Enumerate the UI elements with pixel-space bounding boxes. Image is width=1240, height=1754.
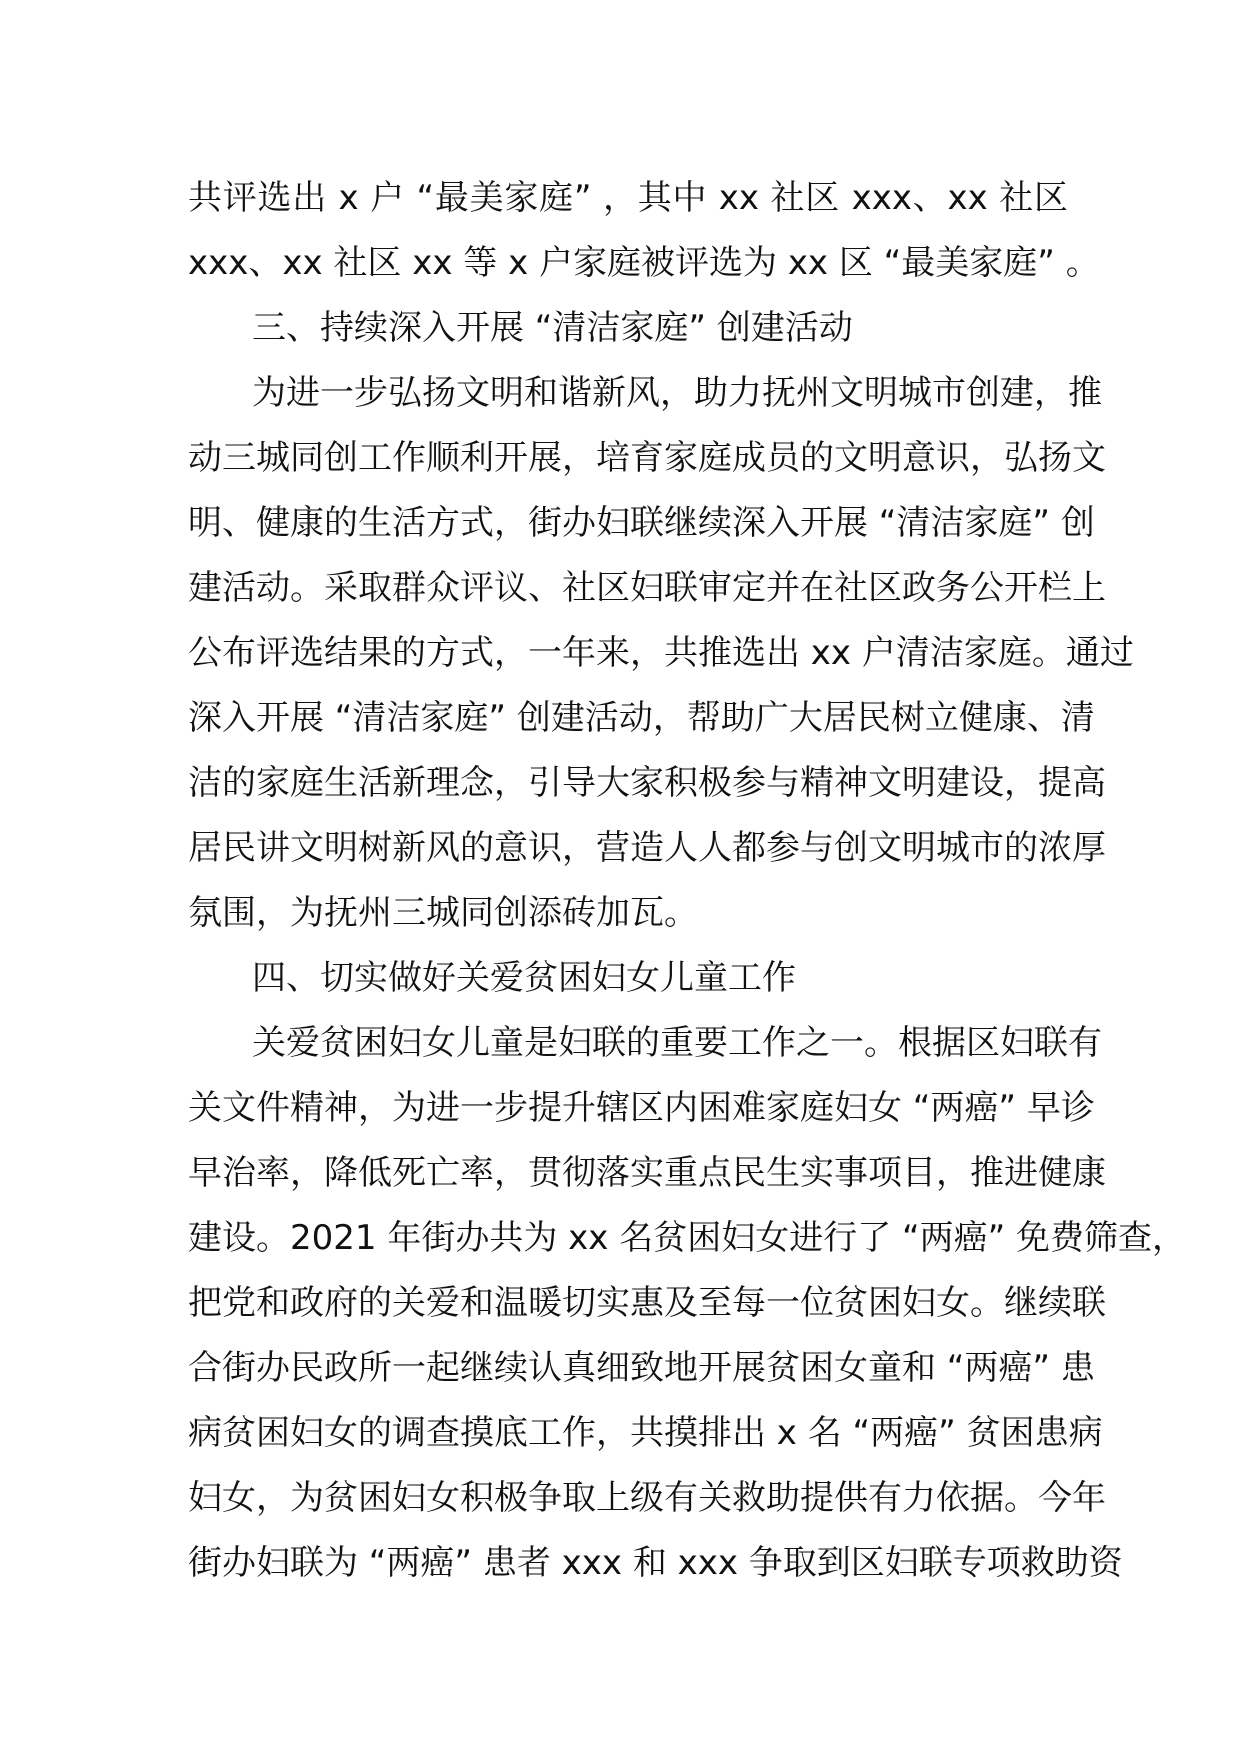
text-line: 氛围，为抚州三城同创添砖加瓦。 [188,893,698,933]
text-line: 动三城同创工作顺利开展，培育家庭成员的文明意识，弘扬文 [188,438,1106,478]
text-line: 为进一步弘扬文明和谐新风，助力抚州文明城市创建，推 [252,373,1102,413]
text-line: 关爱贫困妇女儿童是妇联的重要工作之一。根据区妇联有 [252,1023,1102,1063]
text-line: 把党和政府的关爱和温暖切实惠及至每一位贫困妇女。继续联 [188,1283,1106,1323]
text-line: 街办妇联为 “两癌” 患者 xxx 和 xxx 争取到区妇联专项救助资 [188,1543,1123,1583]
section-heading: 四、切实做好关爱贫困妇女儿童工作 [252,958,796,998]
text-line: 病贫困妇女的调查摸底工作，共摸排出 x 名 “两癌” 贫困患病 [188,1413,1103,1453]
text-line: 公布评选结果的方式，一年来，共推选出 xx 户清洁家庭。通过 [188,633,1134,673]
text-line: xxx、xx 社区 xx 等 x 户家庭被评选为 xx 区 “最美家庭” 。 [188,243,1100,283]
text-line: 居民讲文明树新风的意识，营造人人都参与创文明城市的浓厚 [188,828,1106,868]
text-line: 建活动。采取群众评议、社区妇联审定并在社区政务公开栏上 [188,568,1106,608]
text-line: 早治率，降低死亡率，贯彻落实重点民生实事项目，推进健康 [188,1153,1106,1193]
text-line: 建设。2021 年街办共为 xx 名贫困妇女进行了 “两癌” 免费筛查， [188,1218,1187,1258]
text-line: 深入开展 “清洁家庭” 创建活动，帮助广大居民树立健康、清 [188,698,1095,738]
text-line: 关文件精神，为进一步提升辖区内困难家庭妇女 “两癌” 早诊 [188,1088,1095,1128]
text-line: 明、健康的生活方式，街办妇联继续深入开展 “清洁家庭” 创 [188,503,1095,543]
section-heading: 三、持续深入开展 “清洁家庭” 创建活动 [252,308,853,348]
text-line: 共评选出 x 户 “最美家庭” ，其中 xx 社区 xxx、xx 社区 [188,178,1068,218]
text-line: 合街办民政所一起继续认真细致地开展贫困女童和 “两癌” 患 [188,1348,1095,1388]
document-body [188,166,1187,1596]
text-line: 妇女，为贫困妇女积极争取上级有关救助提供有力依据。今年 [188,1478,1106,1518]
text-line: 洁的家庭生活新理念，引导大家积极参与精神文明建设，提高 [188,763,1106,803]
